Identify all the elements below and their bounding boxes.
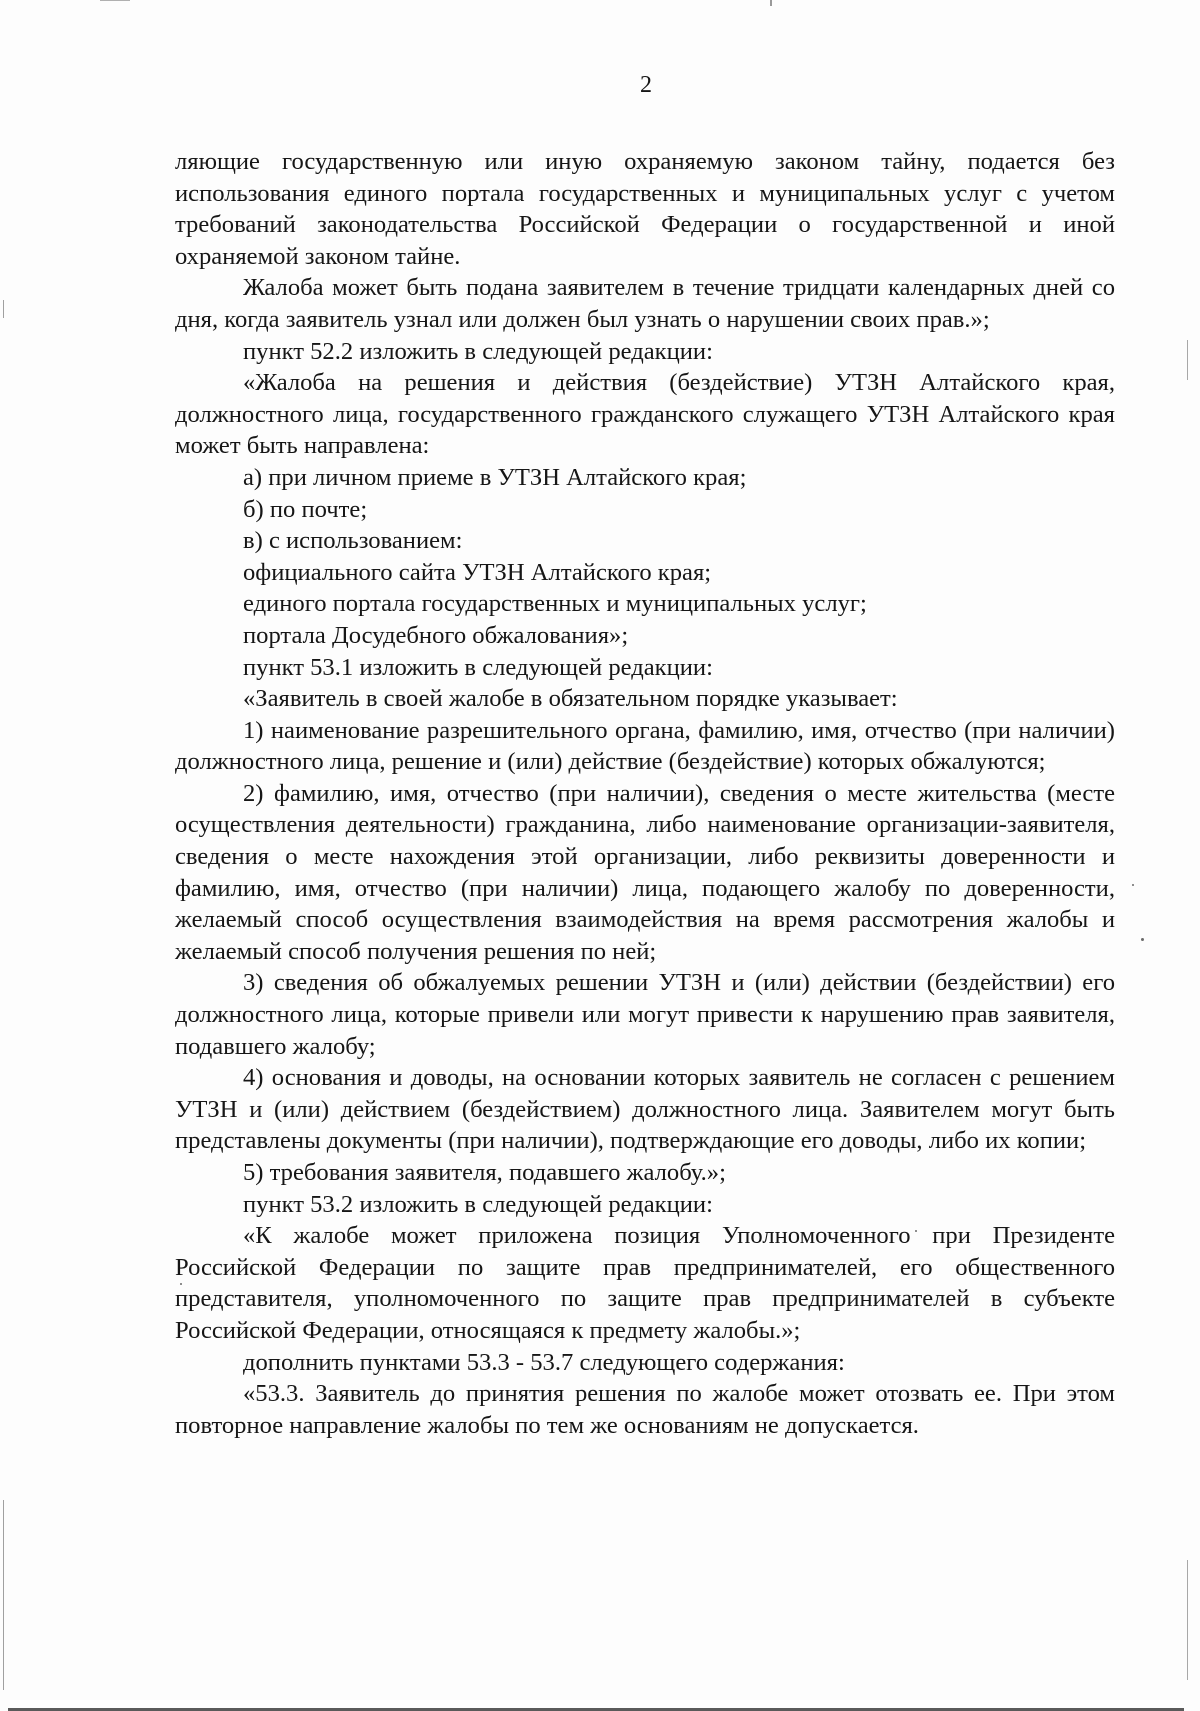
paragraph: портала Досудебного обжалования»; <box>243 621 629 649</box>
paragraph: ляющие государственную или иную охраняемую законом тайну, подается без использования единого портала государственных и муниципальных услуг с учетом требований законодательства Российской Федерации о государственной и иной охраняемой законом тайне. <box>175 148 1115 270</box>
paragraph: «К жалобе может приложена позиция Уполномоченного при Президенте Российской Федерации по защите прав предпринимателей, его общественного представителя, уполномоченного по защите прав предпринимателей в субъекте Российской Федерации, относящаяся к предмету жалобы.»; <box>175 1222 1115 1344</box>
document-body <box>175 146 1115 1441</box>
paragraph: пункт 53.2 изложить в следующей редакции: <box>243 1190 713 1218</box>
paragraph: «53.3. Заявитель до принятия решения по жалобе может отозвать ее. При этом повторное направление жалобы по тем же основаниям не допускается. <box>175 1380 1115 1439</box>
paragraph: 5) требования заявителя, подавшего жалобу.»; <box>243 1159 726 1186</box>
paragraph: 3) сведения об обжалуемых решении УТЗН и (или) действии (бездействии) его должностного лица, которые привели или могут привести к нарушению прав заявителя, подавшего жалобу; <box>175 969 1115 1060</box>
scan-edge-mark <box>3 300 4 318</box>
paragraph: в) с использованием: <box>243 527 463 555</box>
paragraph: пункт 52.2 изложить в следующей редакции: <box>243 337 713 365</box>
scan-speck <box>1132 884 1134 886</box>
paragraph: б) по почте; <box>243 495 368 523</box>
paragraph: 2) фамилию, имя, отчество (при наличии), сведения о месте жительства (месте осуществления деятельности) гражданина, либо наименование организации-заявителя, сведения о месте нахождения этой организации, либо реквизиты доверенности и фамилию, имя, отчество (при наличии) лица, подающего жалобу по доверенности, желаемый способ осуществления взаимодействия на время рассмотрения жалобы и желаемый способ получения решения по ней; <box>175 779 1115 965</box>
scan-edge-mark <box>3 1500 4 1690</box>
scan-edge-mark <box>1187 340 1188 380</box>
scan-speck <box>1141 938 1144 941</box>
paragraph: 1) наименование разрешительного органа, фамилию, имя, отчество (при наличии) должностного лица, решение и (или) действие (бездействие) которых обжалуются; <box>175 716 1115 776</box>
scan-edge-mark <box>1187 1560 1188 1680</box>
page-number: 2 <box>640 72 652 98</box>
paragraph: 4) основания и доводы, на основании которых заявитель не согласен с решением УТЗН и (или) действием (бездействием) должностного лица. Заявителем могут быть представлены документы (при наличии), подтверждающие его доводы, либо их копии; <box>175 1064 1115 1155</box>
paragraph: единого портала государственных и муниципальных услуг; <box>243 590 867 618</box>
scan-edge-mark <box>770 0 772 6</box>
paragraph: официального сайта УТЗН Алтайского края; <box>243 558 712 586</box>
paragraph: Жалоба может быть подана заявителем в течение тридцати календарных дней со дня, когда заявитель узнал или должен был узнать о нарушении своих прав.»; <box>175 274 1115 333</box>
paragraph: дополнить пунктами 53.3 - 53.7 следующего содержания: <box>243 1348 845 1376</box>
paragraph: «Заявитель в своей жалобе в обязательном порядке указывает: <box>243 685 898 713</box>
paragraph: пункт 53.1 изложить в следующей редакции: <box>243 653 713 681</box>
scan-edge-mark <box>100 0 130 1</box>
paragraph: а) при личном приеме в УТЗН Алтайского края; <box>243 463 747 491</box>
paragraph: «Жалоба на решения и действия (бездействие) УТЗН Алтайского края, должностного лица, государственного гражданского служащего УТЗН Алтайского края может быть направлена: <box>175 369 1115 460</box>
